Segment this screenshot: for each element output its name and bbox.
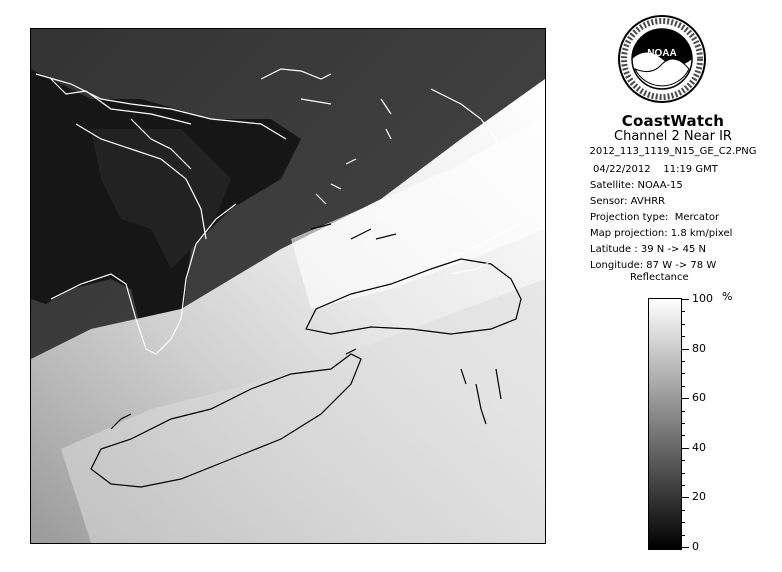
colorbar-minor-tick (681, 473, 685, 474)
colorbar-minor-tick (681, 460, 685, 461)
colorbar-minor-tick (681, 510, 685, 511)
colorbar-major-tick (681, 349, 689, 350)
colorbar-minor-tick (681, 535, 685, 536)
colorbar-minor-tick (681, 336, 685, 337)
colorbar-minor-tick (681, 423, 685, 424)
colorbar-unit: % (722, 290, 733, 303)
sensor-label: Sensor: AVHRR (590, 196, 666, 207)
colorbar-tick-label: 60 (692, 391, 706, 405)
colorbar-major-tick (681, 547, 689, 548)
colorbar-title: Reflectance (630, 272, 689, 283)
colorbar-major-tick (681, 299, 689, 300)
colorbar-minor-tick (681, 373, 685, 374)
satellite-label: Satellite: NOAA-15 (590, 180, 683, 191)
latitude-label: Latitude : 39 N -> 45 N (590, 244, 706, 255)
longitude-label: Longitude: 87 W -> 78 W (590, 260, 717, 271)
colorbar-minor-tick (681, 485, 685, 486)
colorbar (648, 298, 682, 550)
map-projection-label: Map projection: 1.8 km/pixel (590, 228, 733, 239)
brand-title: CoastWatch (621, 112, 725, 130)
colorbar-minor-tick (681, 361, 685, 362)
colorbar-minor-tick (681, 411, 685, 412)
colorbar-tick-label: 20 (692, 490, 706, 504)
colorbar-tick-label: 80 (692, 341, 706, 355)
colorbar-minor-tick (681, 324, 685, 325)
satellite-image (31, 29, 545, 543)
channel-label: Channel 2 Near IR (614, 129, 732, 144)
colorbar-tick-label: 40 (692, 440, 706, 454)
colorbar-major-tick (681, 448, 689, 449)
noaa-logo-icon (617, 14, 707, 104)
svg-text:NOAA: NOAA (647, 48, 677, 59)
projection-type-label: Projection type: Mercator (590, 212, 720, 223)
colorbar-minor-tick (681, 522, 685, 523)
filename-label: 2012_113_1119_N15_GE_C2.PNG (589, 146, 757, 157)
colorbar-tick-label: 100 (692, 292, 713, 305)
colorbar-tick-label: 0 (692, 540, 699, 553)
colorbar-minor-tick (681, 311, 685, 312)
noaa-logo (617, 14, 707, 104)
datetime-label: 04/22/2012 11:19 GMT (593, 164, 718, 175)
satellite-map (30, 28, 546, 544)
colorbar-major-tick (681, 398, 689, 399)
colorbar-minor-tick (681, 386, 685, 387)
colorbar-minor-tick (681, 435, 685, 436)
colorbar-major-tick (681, 497, 689, 498)
